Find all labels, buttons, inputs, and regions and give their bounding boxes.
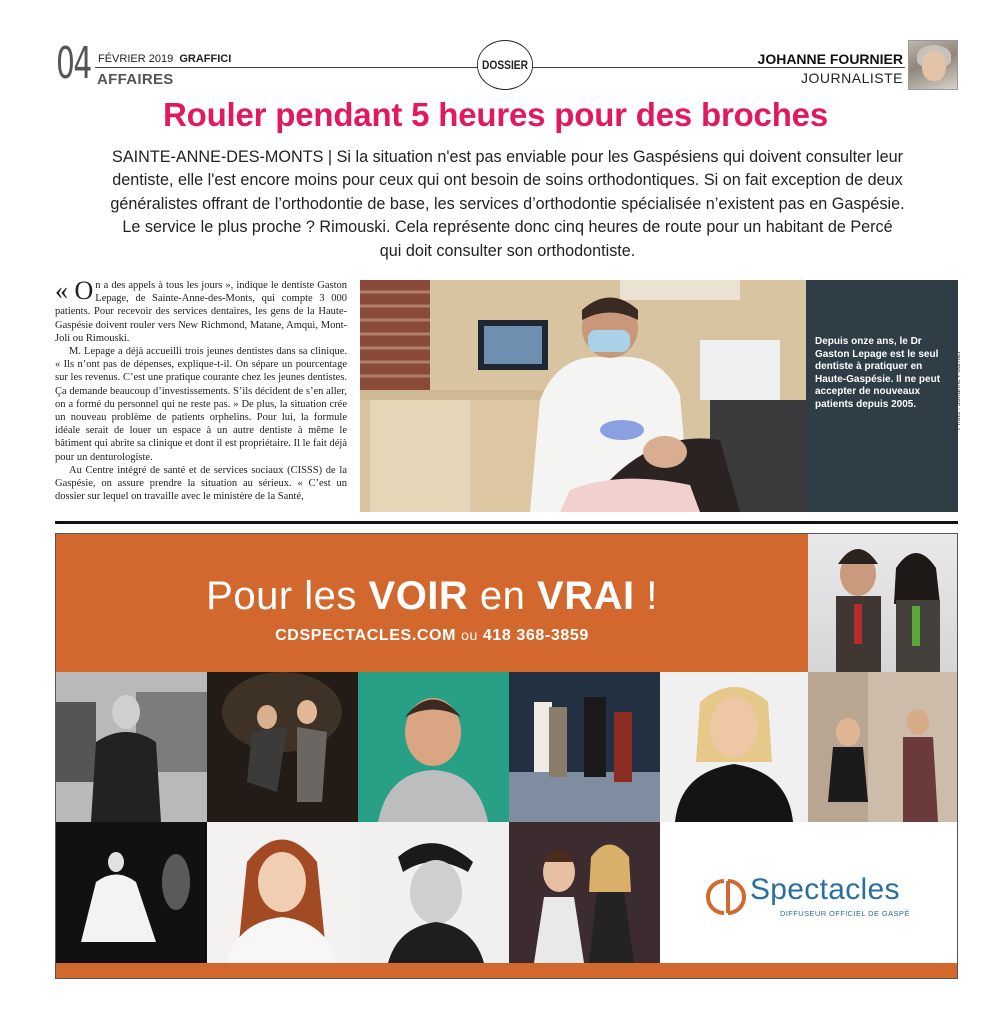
dossier-badge: DOSSIER [477, 40, 533, 90]
cd-logo-icon [706, 877, 746, 917]
issue-date [98, 53, 231, 65]
drop-cap: « O [55, 279, 94, 305]
article-lede: SAINTE-ANNE-DES-MONTS | Si la situation n'est pas enviable pour les Gaspésiens qui doivent consulter leur dentiste, elle l'est encore moins pour ceux qui ont besoin de soins orthodontiques. Si on fait exception de deux généralistes offrant de l’orthodontie de base, les services d’orthodontie spécialisée n’existent pas en Gaspésie. Le service le plus proche ? Rimouski. Cela représente donc cinq heures de route pour un habitant de Percé qui doit consulter son orthodontiste. [110, 148, 905, 260]
article-body [55, 279, 347, 513]
ad-photo-3 [358, 672, 509, 822]
ad-tagline-pre: Pour les [206, 574, 369, 618]
ad-photo-6 [808, 672, 957, 822]
section-divider [55, 521, 958, 524]
ad-photo-4 [509, 672, 660, 822]
ad-phone[interactable]: 418 368-3859 [482, 627, 589, 644]
paragraph-1 [55, 279, 347, 345]
ad-photo-5 [660, 672, 808, 822]
ad-tagline-vrai: VRAI [537, 574, 635, 618]
ad-website[interactable]: CDSPECTACLES.COM [275, 627, 457, 644]
ad-contact[interactable] [56, 627, 808, 645]
dentist-photo [360, 280, 806, 512]
ad-tagline-voir: VOIR [368, 574, 469, 618]
ad-photo-7 [56, 822, 207, 963]
ad-photo-2 [207, 672, 358, 822]
issue-date-text: FÉVRIER 2019 [98, 53, 174, 65]
ad-photo-duo [808, 534, 957, 672]
photo-caption: Depuis onze ans, le Dr Gaston Lepage est le seul dentiste à pratiquer en Haute-Gaspésie. Il ne peut accepter de nouveaux patients depuis 2005. [815, 336, 941, 410]
paragraph-3: Au Centre intégré de santé et de services sociaux (CISSS) de la Gaspésie, on assure prendre la situation au sérieux. « C’est un dossier sur lequel on travaille avec le ministère de la Santé, [55, 464, 347, 503]
ad-tagline [56, 574, 808, 619]
section-label: AFFAIRES [97, 71, 174, 88]
author-photo [908, 40, 958, 90]
photo-credit: Photo : Johanne Fournier [955, 351, 962, 430]
ad-photo-10 [509, 822, 660, 963]
ad-tagline-end: ! [634, 574, 658, 618]
ad-or: ou [461, 627, 478, 643]
logo-tagline: DIFFUSEUR OFFICIEL DE GASPÉ [780, 909, 910, 918]
paragraph-1-text: n a des appels à tous les jours », indique le dentiste Gaston Lepage, de Sainte-Anne-des-Monts, qui compte 3 000 patients. Pour recevoir des services dentaires, les gens de la Haute-Gaspésie doivent rouler vers New Richmond, Matane, Amqui, Mont-Joli ou Rimouski. [55, 280, 347, 344]
author-name: JOHANNE FOURNIER [757, 51, 903, 67]
ad-photo-9 [358, 822, 509, 963]
ad-photo-8 [207, 822, 358, 963]
publication-name: GRAFFICI [179, 53, 232, 65]
paragraph-2: M. Lepage a déjà accueilli trois jeunes dentistes dans sa clinique. « Ils n’ont pas de dépenses, explique-t-il. On sépare un pourcentage sur les revenus. C’est une pratique courante chez les jeunes dentistes. Ça demande beaucoup d’investissements. S’ils décident de s’en aller, on a formé du personnel qui ne reste pas. » De plus, la situation crée un nouveau problème de patients orphelins. Pour lui, la formule idéale serait de louer un espace à un autre dentiste à même le bâtiment qui abrite sa clinique et dont il est propriétaire. Il le fait déjà pour un denturologiste. [55, 346, 347, 463]
ad-bottom-bar [56, 963, 957, 978]
logo-wordmark: Spectacles [750, 873, 900, 906]
article-headline: Rouler pendant 5 heures pour des broches [163, 96, 828, 133]
page-number: 04 [56, 38, 91, 89]
author-role: JOURNALISTE [801, 70, 903, 86]
ad-tagline-mid: en [468, 574, 538, 618]
ad-photo-1 [56, 672, 207, 822]
